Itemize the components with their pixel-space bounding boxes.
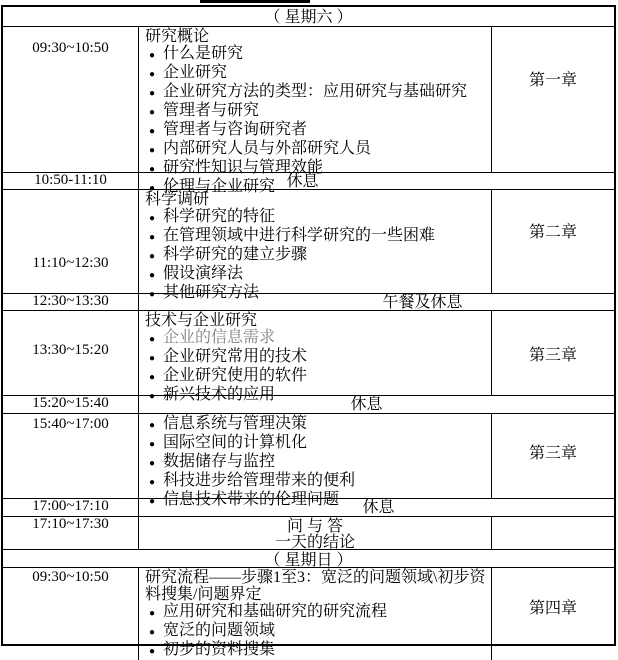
bullet-icon: ●	[149, 107, 156, 118]
bullet-icon: ●	[149, 232, 156, 243]
bullet-text: 企业研究常用的技术	[163, 348, 308, 365]
bullet-text: 企业研究方法的类型：应用研究与基础研究	[163, 83, 468, 100]
bullet-item	[145, 265, 491, 284]
bullet-icon: ●	[149, 477, 156, 488]
bullet-item	[145, 329, 491, 348]
bullet-icon: ●	[149, 145, 156, 156]
bullet-text-muted: 企业的信息需求	[163, 329, 276, 346]
day-header-label: （ 星期日 ）	[264, 552, 353, 569]
chapter-label: 第四章	[528, 600, 577, 617]
bullet-text: 其他研究方法	[163, 284, 260, 301]
chapter-label: 第一章	[528, 72, 577, 89]
break-row-4	[3, 499, 614, 517]
bullet-icon: ●	[149, 608, 156, 619]
bullet-item	[145, 472, 491, 491]
time-cell	[3, 190, 139, 293]
bullet-icon: ●	[149, 251, 156, 262]
bullet-icon: ●	[149, 69, 156, 80]
bullet-item	[145, 45, 491, 64]
time-label: 11:10~12:30	[32, 255, 109, 271]
bullet-text: 科技进步给管理带来的便利	[163, 472, 356, 489]
break-cell	[139, 499, 614, 516]
bullet-text: 科学研究的建立步骤	[163, 246, 308, 263]
time-label: 09:30~10:50	[32, 40, 109, 56]
session-row-5	[3, 568, 614, 660]
bullet-item	[145, 348, 491, 367]
bullet-icon: ●	[149, 270, 156, 281]
session-title: 科学调研	[145, 191, 210, 208]
bullet-text: 信息系统与管理决策	[163, 415, 308, 432]
time-cell	[3, 396, 139, 413]
chapter-cell	[492, 190, 614, 293]
bullet-icon: ●	[149, 126, 156, 137]
qa-line2: 一天的结论	[274, 534, 355, 551]
bullet-icon: ●	[149, 372, 156, 383]
title-underline-fragment	[200, 0, 310, 3]
time-cell	[3, 173, 139, 189]
bullet-icon: ●	[149, 420, 156, 431]
chapter-label: 第三章	[528, 445, 577, 462]
bullet-text: 企业研究	[163, 64, 228, 81]
break-row-1	[3, 173, 614, 190]
bullet-text: 企业研究使用的软件	[163, 367, 308, 384]
bullet-item	[145, 434, 491, 453]
bullet-item	[145, 227, 491, 246]
bullet-icon: ●	[149, 289, 156, 300]
bullet-text: 信息技术带来的伦理问题	[163, 491, 340, 508]
break-label: 休息	[350, 396, 383, 413]
bullet-text: 内部研究人员与外部研究人员	[163, 140, 372, 157]
bullet-item	[145, 622, 491, 641]
time-cell	[3, 568, 139, 660]
chapter-cell-empty	[492, 517, 614, 549]
bullet-icon: ●	[149, 439, 156, 450]
day-header-saturday	[3, 7, 614, 27]
bullet-icon: ●	[149, 496, 156, 507]
content-cell	[139, 568, 492, 660]
session-title: 研究概论	[145, 28, 210, 45]
bullet-icon: ●	[149, 391, 156, 402]
bullet-text: 什么是研究	[163, 45, 244, 62]
bullet-icon: ●	[149, 646, 156, 657]
bullet-icon: ●	[149, 334, 156, 345]
break-label: 休息	[362, 499, 395, 516]
time-label: 09:30~10:50	[32, 569, 109, 585]
bullet-text: 新兴技术的应用	[163, 386, 276, 403]
bullet-text: 假设演绎法	[163, 265, 244, 282]
time-label: 12:30~13:30	[32, 293, 109, 309]
bullet-item	[145, 83, 491, 102]
bullet-text: 宽泛的问题领域	[163, 622, 276, 639]
chapter-cell	[492, 568, 614, 660]
chapter-cell	[492, 27, 614, 172]
bullet-item	[145, 367, 491, 386]
bullet-item	[145, 64, 491, 83]
time-cell	[3, 311, 139, 395]
bullet-text: 研究性知识与管理效能	[163, 159, 324, 176]
break-label: 午餐及休息	[382, 294, 463, 311]
content-cell	[139, 311, 492, 403]
bullet-text: 在管理领域中进行科学研究的一些困难	[163, 227, 436, 244]
lunch-break-row	[3, 294, 614, 311]
qa-row	[3, 517, 614, 550]
day-header-label: （ 星期六 ）	[264, 9, 353, 26]
content-cell	[139, 190, 492, 301]
bullet-icon: ●	[149, 88, 156, 99]
time-cell	[3, 414, 139, 498]
break-cell	[139, 396, 614, 413]
bullet-text: 伦理与企业研究	[163, 178, 276, 195]
time-label: 17:10~17:30	[32, 516, 109, 532]
time-label: 17:00~17:10	[32, 498, 109, 514]
time-label: 15:20~15:40	[32, 395, 109, 411]
bullet-text: 国际空间的计算机化	[163, 434, 308, 451]
time-label: 13:30~15:20	[32, 342, 109, 358]
bullet-icon: ●	[149, 213, 156, 224]
qa-line1: 问 与 答	[286, 518, 343, 535]
bullet-text: 数据储存与监控	[163, 453, 276, 470]
qa-cell	[139, 517, 492, 549]
bullet-item	[145, 121, 491, 140]
bullet-icon: ●	[149, 353, 156, 364]
bullet-item	[145, 140, 491, 159]
bullet-text: 科学研究的特征	[163, 208, 276, 225]
bullet-item	[145, 453, 491, 472]
break-label: 休息	[286, 173, 319, 190]
break-row-3	[3, 396, 614, 414]
day-header-sunday	[3, 550, 614, 568]
chapter-label: 第二章	[528, 224, 577, 241]
time-label: 15:40~17:00	[32, 416, 109, 432]
break-cell	[139, 173, 614, 189]
time-cell	[3, 517, 139, 549]
bullet-item	[145, 208, 491, 227]
time-cell	[3, 27, 139, 172]
bullet-icon: ●	[149, 458, 156, 469]
bullet-item	[145, 603, 491, 622]
bullet-item	[145, 246, 491, 265]
bullet-icon: ●	[149, 164, 156, 175]
bullet-item	[145, 415, 491, 434]
time-label: 10:50-11:10	[34, 172, 107, 188]
bullet-text: 初步的资料搜集	[163, 641, 276, 658]
chapter-cell	[492, 414, 614, 498]
bullet-icon: ●	[149, 627, 156, 638]
bullet-text: 管理者与咨询研究者	[163, 121, 308, 138]
bullet-item	[145, 102, 491, 121]
bullet-text: 管理者与研究	[163, 102, 260, 119]
bullet-icon: ●	[149, 50, 156, 61]
bullet-item	[145, 641, 491, 660]
schedule-table	[1, 5, 616, 658]
chapter-label: 第三章	[528, 347, 577, 364]
bullet-text: 应用研究和基础研究的研究流程	[163, 603, 388, 620]
session-title: 技术与企业研究	[145, 312, 258, 329]
time-cell	[3, 499, 139, 516]
bullet-icon: ●	[149, 183, 156, 194]
chapter-cell	[492, 311, 614, 395]
break-cell	[139, 294, 614, 310]
time-cell	[3, 294, 139, 310]
session-title: 研究流程——步骤1至3：宽泛的问题领域\初步资料搜集/问题界定	[145, 569, 486, 603]
